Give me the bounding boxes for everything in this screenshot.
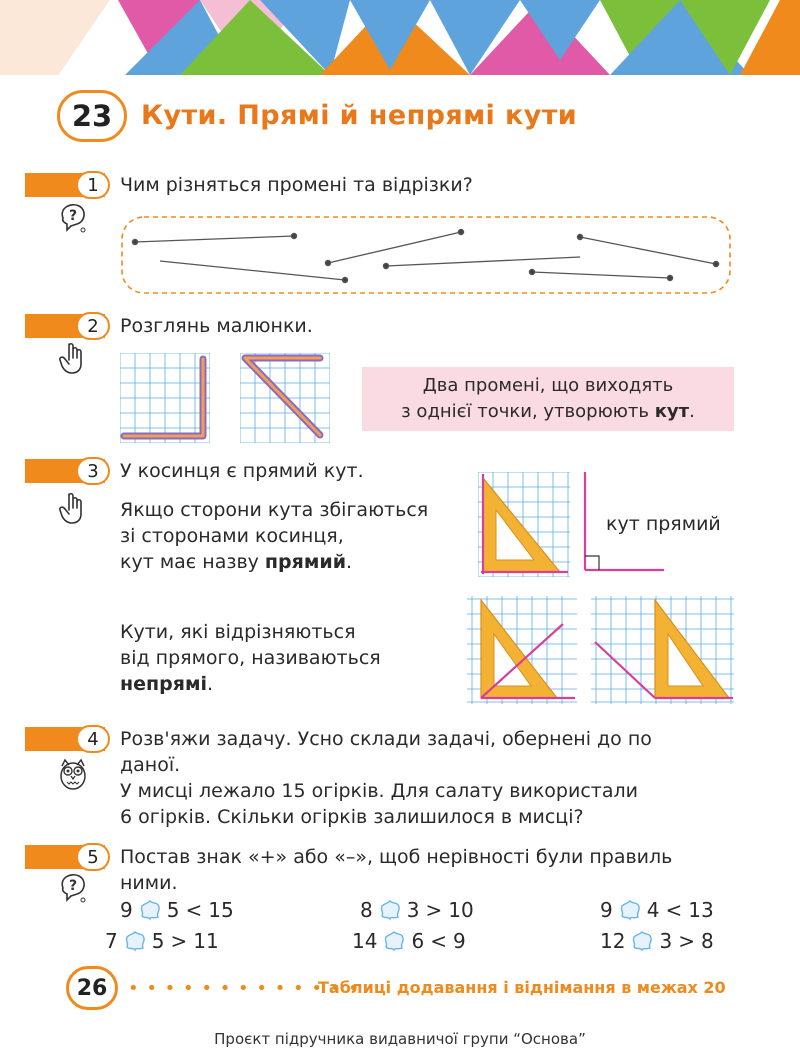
inequality-result: 15 [208,898,234,922]
task-1-text: Чим різняться промені та відрізки? [120,174,473,196]
inequality-left: 14 [352,929,378,953]
sign-slot[interactable] [139,899,161,921]
svg-text:?: ? [69,878,78,894]
task-5-line-1: Постав знак «+» або «–», щоб нерівності були правиль [120,846,673,868]
inequality-result: 11 [193,929,219,953]
comparison-sign: < [430,929,447,953]
task-3-number: 3 [76,457,110,485]
non-right-angle-explanation [120,619,381,697]
task-4-text [120,726,740,830]
inequality-5 [352,929,466,953]
task-4-line-4: 6 огірків. Скільки огірків залишилося в мисці? [120,806,584,828]
explanation-term: непрямі [120,673,207,695]
set-square-right-angle-figure [478,472,570,577]
inequality-right: 6 [411,929,425,953]
explanation-line-1: Кути, які відрізняються [120,621,356,643]
inequality-6 [600,929,714,953]
footer-section-title: Таблиці додавання і віднімання в межах 20 [318,978,726,997]
explanation-line-3 [120,671,381,697]
explanation-line-2: від прямого, називаються [120,647,381,669]
inequality-right: 4 [646,898,660,922]
inequality-3 [600,898,714,922]
explanation-line-2: зі сторонами косинця, [120,525,344,547]
explanation-line-1: Якщо сторони кута збігаються [120,499,429,521]
right-angle-grid-figure [120,353,210,443]
sign-slot[interactable] [619,899,641,921]
acute-angle-grid-figure [240,353,330,443]
inequality-right: 5 [166,898,180,922]
acute-angle-set-square-figure [467,596,577,704]
inequality-left: 8 [360,898,373,922]
task-5-text [120,844,740,896]
inequality-4 [105,929,219,953]
definition-term: кут [654,401,690,422]
owl-icon [57,756,89,792]
sign-slot[interactable] [631,930,653,952]
explanation-text: кут має назву [120,551,265,573]
lesson-number-badge [57,90,127,142]
comparison-sign: < [665,898,683,922]
definition-period: . [689,401,695,422]
definition-box [362,367,734,431]
definition-line-1: Два промені, що виходять [422,375,674,396]
inequality-result: 8 [700,929,714,953]
comparison-sign: > [170,929,188,953]
inequality-result: 10 [448,898,474,922]
inequality-result: 13 [688,898,714,922]
task-2-text: Розглянь малюнки. [120,315,313,337]
sign-slot[interactable] [383,930,405,952]
hand-pointer-icon [57,340,89,376]
obtuse-angle-set-square-figure [591,596,734,704]
sign-slot[interactable] [124,930,146,952]
explanation-term: прямий [264,551,347,573]
explanation-line-3 [120,549,428,575]
explanation-period: . [206,673,214,695]
inequality-right: 3 [406,898,420,922]
footer-dots: • • • • • • • • • • • • • [128,978,360,999]
task-2-number: 2 [76,312,110,340]
hand-pointer-icon [57,490,89,526]
inequality-1 [120,898,234,922]
task-5-number: 5 [76,843,110,871]
lesson-number: 23 [71,99,113,133]
right-angle-explanation [120,497,428,575]
inequality-right: 5 [151,929,165,953]
task-4-number: 4 [76,725,110,753]
comparison-sign: > [425,898,443,922]
task-1-number: 1 [76,171,110,199]
comparison-sign: < [185,898,203,922]
task-4-line-1: Розв'яжи задачу. Усно склади задачі, обернені до по [120,728,652,750]
comparison-sign: > [678,929,695,953]
inequality-left: 12 [600,929,626,953]
inequality-left: 9 [600,898,613,922]
task-3-text: У косинця є прямий кут. [120,460,364,482]
definition-text: з однієї точки, утворюють [401,401,655,422]
inequality-left: 9 [120,898,133,922]
lesson-title: Кути. Прямі й непрямі кути [141,100,578,131]
inequality-left: 7 [105,929,118,953]
inequality-right: 3 [659,929,673,953]
question-head-icon [57,870,89,906]
sign-slot[interactable] [379,899,401,921]
svg-text:?: ? [69,208,78,224]
page-number: 26 [76,975,108,1001]
decorative-banner [0,0,800,80]
question-head-icon [57,200,89,236]
definition-line-2 [362,399,734,425]
task-4-line-3: У мисці лежало 15 огірків. Для салату використали [120,780,638,802]
publisher-credit: Проєкт підручника видавничої групи “Основа” [214,1030,586,1048]
inequality-2 [360,898,474,922]
right-angle-label: кут прямий [606,513,721,535]
explanation-period: . [346,551,353,573]
task-5-line-2: ними. [120,872,178,894]
inequality-result: 9 [452,929,466,953]
task-4-line-2: даної. [120,754,181,776]
page-number-badge [66,966,118,1010]
segments-rays-figure [120,215,732,295]
